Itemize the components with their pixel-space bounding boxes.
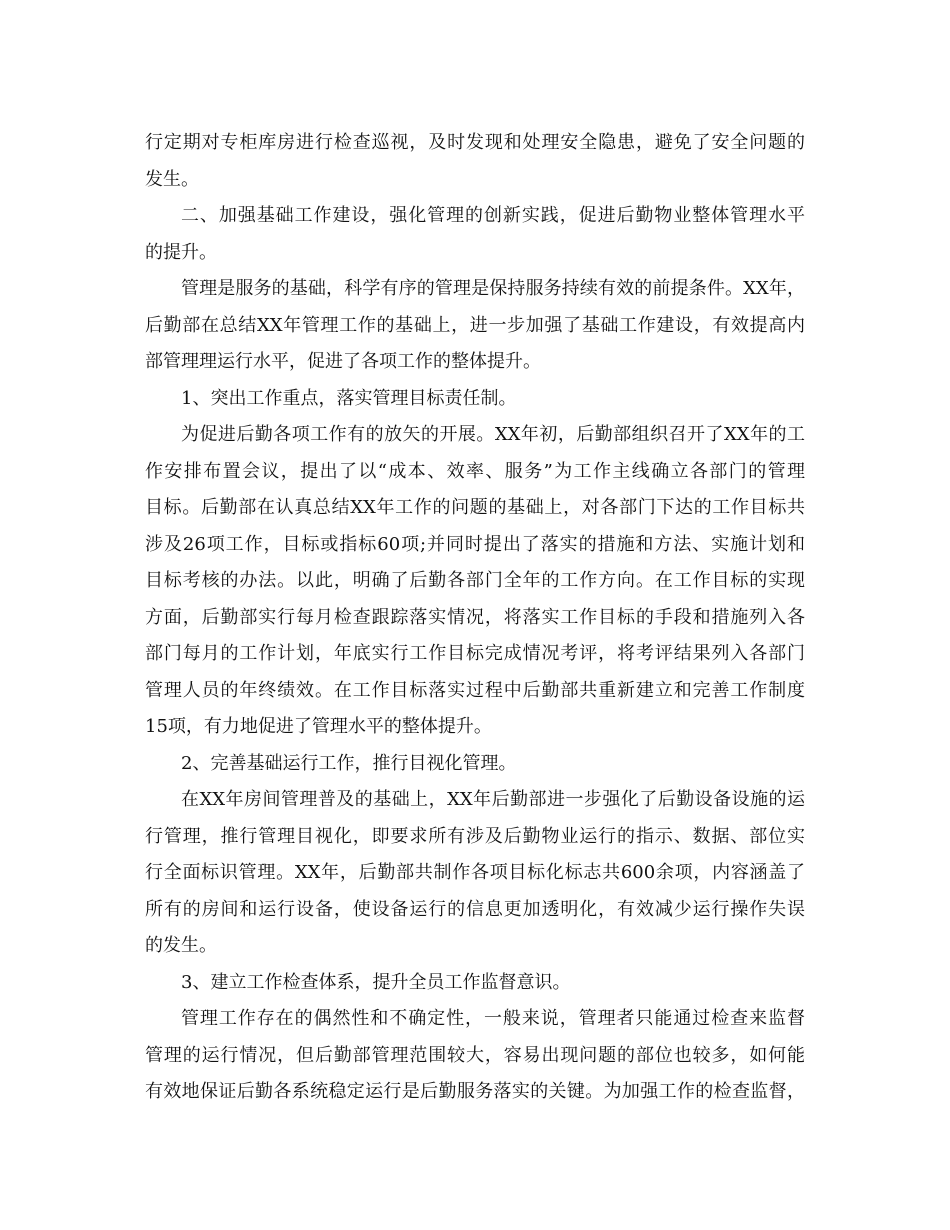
text-line: 2、完善基础运行工作，推行目视化管理。: [181, 752, 517, 774]
document-body: [145, 125, 805, 1111]
text-line: 1、突出工作重点，落实管理目标责任制。: [181, 387, 517, 409]
text-line: 15项，有力地促进了管理水平的整体提升。: [145, 716, 492, 737]
text-line: 为促进后勤各项工作有的放矢的开展。XX年初，后勤部组织召开了XX年的工: [181, 424, 805, 445]
text-line: 后勤部在总结XX年管理工作的基础上，进一步加强了基础工作建设，有效提高内: [145, 314, 805, 336]
text-line: 部管理理运行水平，促进了各项工作的整体提升。: [145, 351, 541, 372]
text-line: 目标考核的办法。以此，明确了后勤各部门全年的工作方向。在工作目标的实现: [145, 570, 805, 591]
text-line: 管理的运行情况，但后勤部管理范围较大，容易出现问题的部位也较多，如何能: [145, 1044, 805, 1066]
text-line: 二、加强基础工作建设，强化管理的创新实践，促进后勤物业整体管理水平: [181, 205, 805, 226]
text-line: 的发生。: [145, 935, 217, 956]
text-line: 发生。: [145, 168, 199, 190]
text-line: 部门每月的工作计划，年底实行工作目标完成情况考评，将考评结果列入各部门: [145, 643, 805, 664]
text-line: 行管理，推行管理目视化，即要求所有涉及后勤物业运行的指示、数据、部位实: [145, 825, 805, 847]
text-line: 在XX年房间管理普及的基础上，XX年后勤部进一步强化了后勤设备设施的运: [181, 789, 805, 810]
text-line: 方面，后勤部实行每月检查跟踪落实情况，将落实工作目标的手段和措施列入各: [145, 606, 805, 628]
text-line: 所有的房间和运行设备，使设备运行的信息更加透明化，有效减少运行操作失误: [145, 898, 805, 920]
text-line: 有效地保证后勤各系统稳定运行是后勤服务落实的关键。为加强工作的检查监督，: [145, 1081, 805, 1102]
text-line: 3、建立工作检查体系，提升全员工作监督意识。: [181, 971, 571, 993]
text-line: 管理工作存在的偶然性和不确定性，一般来说，管理者只能通过检查来监督: [181, 1008, 805, 1029]
text-line: 作安排布置会议，提出了以“成本、效率、服务”为工作主线确立各部门的管理: [145, 460, 805, 482]
text-line: 管理是服务的基础，科学有序的管理是保持服务持续有效的前提条件。XX年，: [181, 278, 805, 299]
text-line: 目标。后勤部在认真总结XX年工作的问题的基础上，对各部门下达的工作目标共: [145, 497, 805, 518]
text-line: 管理人员的年终绩效。在工作目标落实过程中后勤部共重新建立和完善工作制度: [145, 679, 805, 701]
text-line: 行定期对专柜库房进行检查巡视，及时发现和处理安全隐患，避免了安全问题的: [145, 132, 805, 153]
text-line: 的提升。: [145, 241, 217, 263]
text-line: 行全面标识管理。XX年，后勤部共制作各项目标化标志共600余项，内容涵盖了: [145, 862, 805, 883]
text-line: 涉及26项工作，目标或指标60项;并同时提出了落实的措施和方法、实施计划和: [145, 533, 805, 555]
